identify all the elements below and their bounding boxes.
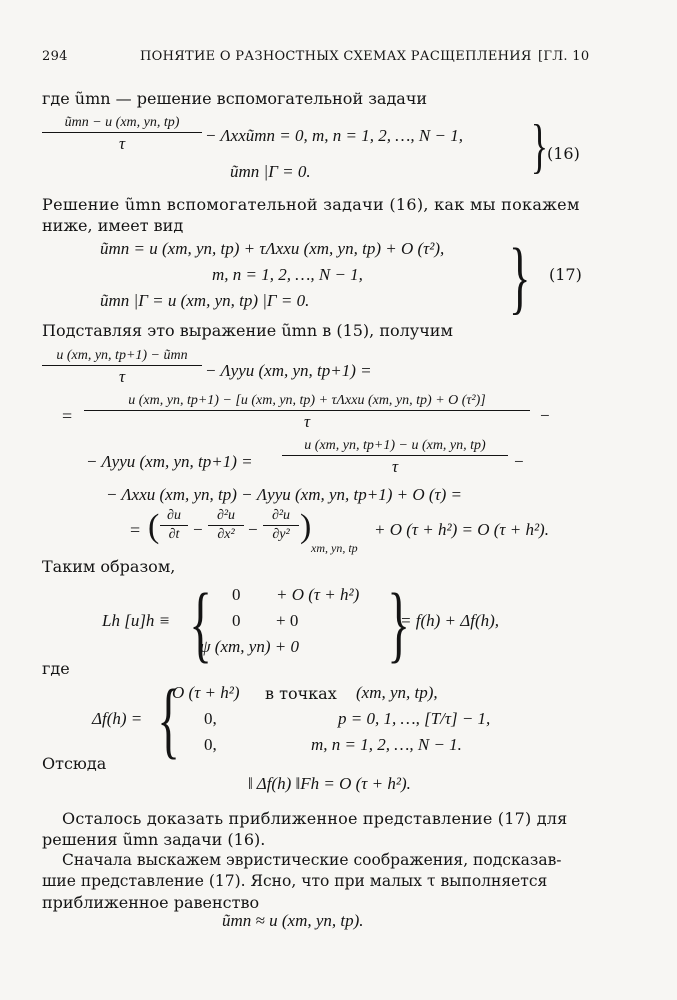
text-line: решения ũmn задачи (16).: [42, 830, 266, 849]
minus-sign: −: [248, 520, 258, 539]
fraction-denominator: τ: [391, 457, 399, 476]
fraction-numerator: u (xm, yn, tp+1) − [u (xm, yn, tp) + τΛxxu (xm, yn, tp) + O (τ²)]: [128, 393, 486, 408]
fraction-denominator: τ: [303, 412, 311, 431]
text-line: Отсюда: [42, 754, 107, 773]
d1-rest: − Λyyu (xm, yn, tp+1) =: [205, 361, 372, 380]
eq17-line2: m, n = 1, 2, …, N − 1,: [212, 265, 363, 284]
d2-tail: −: [540, 406, 550, 425]
fraction-numerator: ∂u: [167, 508, 181, 523]
d4-line: − Λxxu (xm, yn, tp) − Λyyu (xm, yn, tp+1) + O (τ) =: [106, 485, 463, 504]
text-line: приближенное равенство: [42, 893, 260, 912]
d5-frac-d2u-dy2: [263, 508, 299, 543]
d3-fraction: [282, 438, 508, 477]
df-row1-a: O (τ + h²): [172, 683, 240, 702]
eq17-label: (17): [549, 265, 582, 284]
d5-equals: =: [130, 520, 141, 540]
eq16-boundary: ũmn |Γ = 0.: [230, 162, 311, 181]
minus-sign: −: [193, 520, 203, 539]
df-left: Δf(h) =: [92, 709, 143, 728]
fraction-numerator: u (xm, yn, tp+1) − u (xm, yn, tp): [304, 438, 486, 453]
d3-left: − Λyyu (xm, yn, tp+1) =: [86, 452, 253, 471]
right-brace: }: [530, 113, 549, 179]
left-paren: (: [148, 508, 160, 545]
fraction-numerator: ∂²u: [216, 508, 236, 523]
lh-row2-a: 0: [232, 611, 241, 630]
fraction-denominator: τ: [118, 134, 126, 153]
d3-tail: −: [514, 452, 524, 471]
d5-subscript: xm, yn, tp: [311, 541, 358, 555]
d5-frac-du-dt: [160, 508, 188, 543]
eq16-fraction: [42, 115, 202, 154]
text-line: Решение ũmn вспомогательной задачи (16), как мы покажем: [42, 195, 580, 214]
lh-right: = f(h) + Δf(h),: [400, 611, 500, 630]
right-brace: }: [508, 231, 531, 322]
fraction-denominator: ∂x²: [217, 527, 235, 542]
fraction-numerator: u (xm, yn, tp+1) − ũmn: [56, 348, 188, 363]
d1-fraction: [42, 348, 202, 387]
text-line: ниже, имеет вид: [42, 216, 184, 235]
df-row3-b: m, n = 1, 2, …, N − 1.: [311, 735, 462, 754]
text-line: где: [42, 659, 70, 678]
d5-rest: + O (τ + h²) = O (τ + h²).: [374, 520, 549, 539]
eq16-rest: − Λxxũmn = 0, m, n = 1, 2, …, N − 1,: [205, 126, 463, 145]
running-title: ПОНЯТИЕ О РАЗНОСТНЫХ СХЕМАХ РАСЩЕПЛЕНИЯ: [140, 49, 532, 64]
norm-equation: ‖ Δf(h) ‖Fh = O (τ + h²).: [248, 774, 411, 793]
left-brace: {: [157, 671, 180, 767]
right-brace: }: [387, 575, 410, 671]
lh-row1-a: 0: [232, 585, 241, 604]
text-line: Сначала выскажем эвристические соображения, подсказав-: [62, 851, 562, 869]
text-line: Подставляя это выражение ũmn в (15), получим: [42, 321, 453, 340]
eq17-line1: ũmn = u (xm, yn, tp) + τΛxxu (xm, yn, tp) + O (τ²),: [100, 239, 445, 258]
eq16-label: (16): [547, 144, 580, 163]
eq17-line3: ũmn |Γ = u (xm, yn, tp) |Γ = 0.: [100, 291, 310, 310]
fraction-numerator: ũmn − u (xm, yn, tp): [64, 115, 180, 130]
fraction-denominator: τ: [118, 367, 126, 386]
df-row3-a: 0,: [204, 735, 217, 754]
lh-left: Lh [u]h ≡: [102, 611, 171, 630]
d2-fraction: [84, 393, 530, 432]
df-row2-a: 0,: [204, 709, 217, 728]
right-paren: ): [300, 508, 312, 545]
df-row1-b: в точках: [265, 684, 337, 703]
final-equation: ũmn ≈ u (xm, yn, tp).: [222, 911, 364, 930]
page-number: 294: [42, 49, 68, 64]
text-line: Осталось доказать приближенное представление (17) для: [62, 809, 568, 828]
left-brace: {: [189, 575, 212, 671]
df-row1-c: (xm, yn, tp),: [356, 683, 438, 702]
fraction-denominator: ∂t: [168, 527, 180, 542]
lh-row1-b: + O (τ + h²): [276, 585, 360, 604]
lh-row2-b: + 0: [276, 611, 299, 630]
d2-equals: =: [62, 406, 73, 426]
df-row2-b: p = 0, 1, …, [T/τ] − 1,: [338, 709, 491, 728]
d5-frac-d2u-dx2: [208, 508, 244, 543]
fraction-denominator: ∂y²: [272, 527, 290, 542]
text-line: Таким образом,: [42, 557, 176, 576]
lh-row3: ψ (xm, yn) + 0: [200, 637, 299, 656]
text-line: где ũmn — решение вспомогательной задачи: [42, 89, 428, 108]
chapter-label: [ГЛ. 10: [538, 49, 590, 64]
fraction-numerator: ∂²u: [271, 508, 291, 523]
text-line: шие представление (17). Ясно, что при малых τ выполняется: [42, 872, 548, 890]
